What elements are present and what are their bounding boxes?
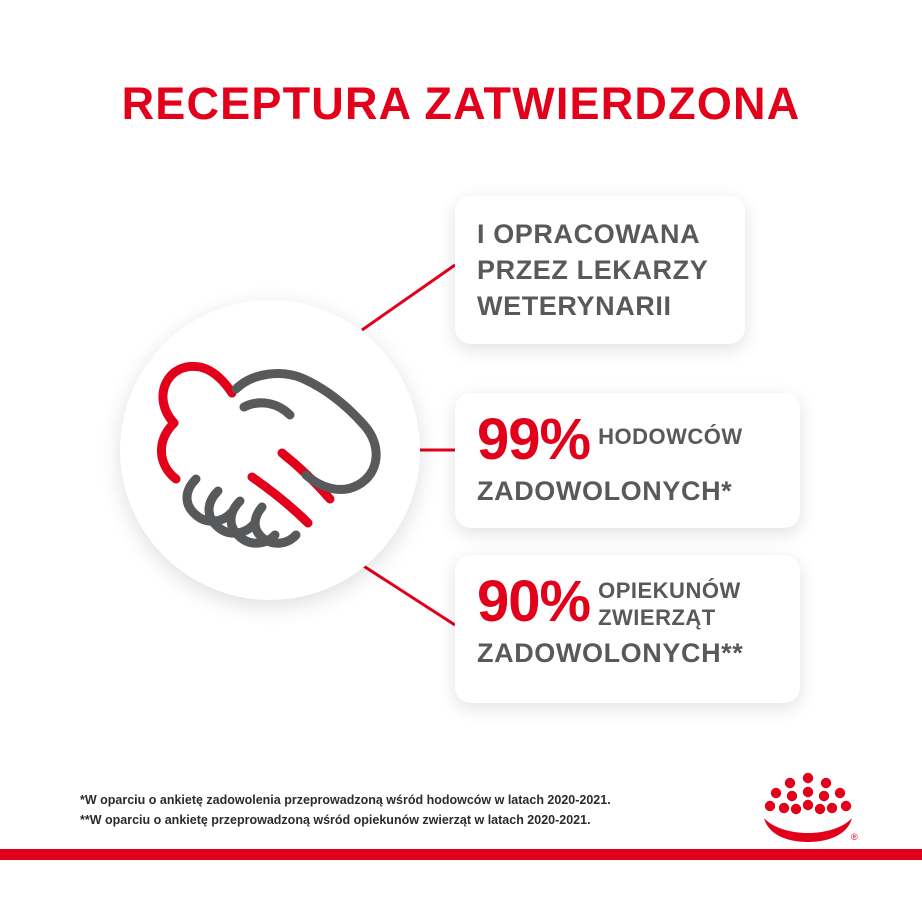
footnote-2: **W oparciu o ankietę przeprowadzoną wśród opiekunów zwierząt w latach 2020-2021.: [80, 813, 591, 827]
card-breeders-percent: 99%: [477, 407, 591, 472]
card-breeders-side-label: HODOWCÓW: [598, 424, 743, 449]
footnotes: [80, 790, 700, 830]
card-breeders: [455, 393, 800, 528]
page-title: RECEPTURA ZATWIERDZONA: [121, 78, 801, 129]
bottom-red-bar: [0, 849, 922, 860]
card-owners: [455, 555, 800, 703]
handshake-icon: [132, 345, 408, 555]
card-vets-line-1: I OPRACOWANA: [477, 219, 701, 249]
card-owners-percent: 90%: [477, 569, 591, 634]
card-owners-side-line-2: ZWIERZĄT: [598, 605, 716, 630]
footnote-1: *W oparciu o ankietę zadowolenia przeprowadzoną wśród hodowców w latach 2020-2021.: [80, 793, 611, 807]
card-breeders-bottom-label: ZADOWOLONYCH*: [477, 476, 733, 506]
card-owners-side-line-1: OPIEKUNÓW: [598, 578, 741, 603]
card-owners-side-label: [598, 573, 741, 631]
card-owners-stat-row: [477, 569, 778, 634]
royal-canin-crown-logo: [756, 772, 860, 846]
registered-mark: ®: [851, 832, 858, 842]
card-owners-bottom-label: ZADOWOLONYCH**: [477, 638, 744, 668]
card-vets-line-3: WETERYNARII: [477, 291, 672, 321]
handshake-badge: [120, 300, 420, 600]
card-breeders-stat-row: [477, 407, 778, 472]
card-vets-line-2: PRZEZ LEKARZY: [477, 255, 709, 285]
card-vets: [455, 196, 745, 344]
